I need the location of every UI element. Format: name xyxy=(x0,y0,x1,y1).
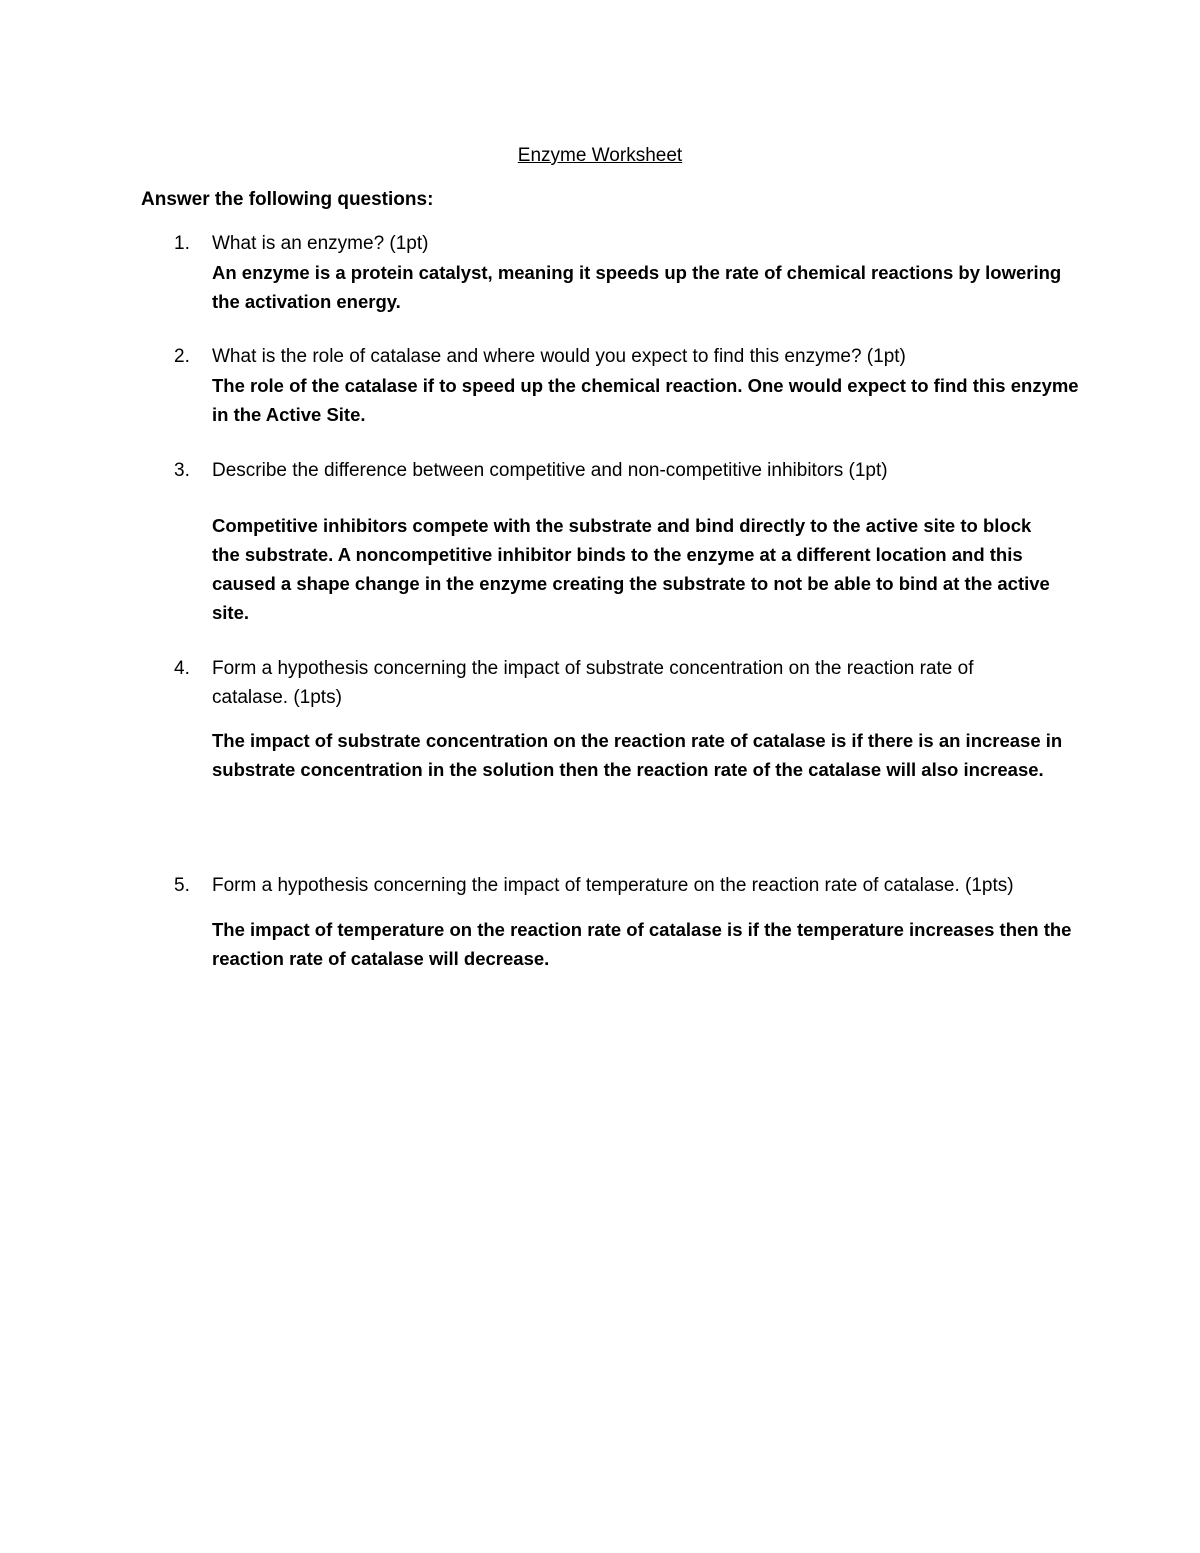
question-text: What is the role of catalase and where would you expect to find this enzyme? (1pt) xyxy=(212,346,906,367)
question-number: 3. xyxy=(174,460,190,481)
question-text: Form a hypothesis concerning the impact of substrate concentration on the reaction rate of catalase. (1pts) xyxy=(212,658,974,708)
answer-text: Competitive inhibitors compete with the substrate and bind directly to the active site to block the substrate. A noncompetitive inhibitor binds to the enzyme at a different location and this caused a shape change in the enzyme creating the substrate to not be able to bind at the active site. xyxy=(212,515,1050,623)
document-title: Enzyme Worksheet xyxy=(517,145,683,166)
question-number: 2. xyxy=(174,346,190,367)
answer-text: The impact of substrate concentration on the reaction rate of catalase is if there is an increase in substrate concentration in the solution then the reaction rate of the catalase will also increase. xyxy=(212,730,1063,780)
instructions: Answer the following questions: xyxy=(141,189,434,210)
answer-text: The role of the catalase if to speed up the chemical reaction. One would expect to find this enzyme in the Active Site. xyxy=(212,375,1079,425)
question-number: 5. xyxy=(174,875,190,896)
answer-text: The impact of temperature on the reaction rate of catalase is if the temperature increases then the reaction rate of catalase will decrease. xyxy=(212,919,1072,969)
question-text: Describe the difference between competitive and non-competitive inhibitors (1pt) xyxy=(212,460,888,481)
question-number: 4. xyxy=(174,658,190,679)
question-number: 1. xyxy=(174,233,190,254)
answer-text: An enzyme is a protein catalyst, meaning it speeds up the rate of chemical reactions by lowering the activation energy. xyxy=(212,262,1062,312)
question-text: What is an enzyme? (1pt) xyxy=(212,233,429,254)
question-text: Form a hypothesis concerning the impact of temperature on the reaction rate of catalase. (1pts) xyxy=(212,875,1014,896)
